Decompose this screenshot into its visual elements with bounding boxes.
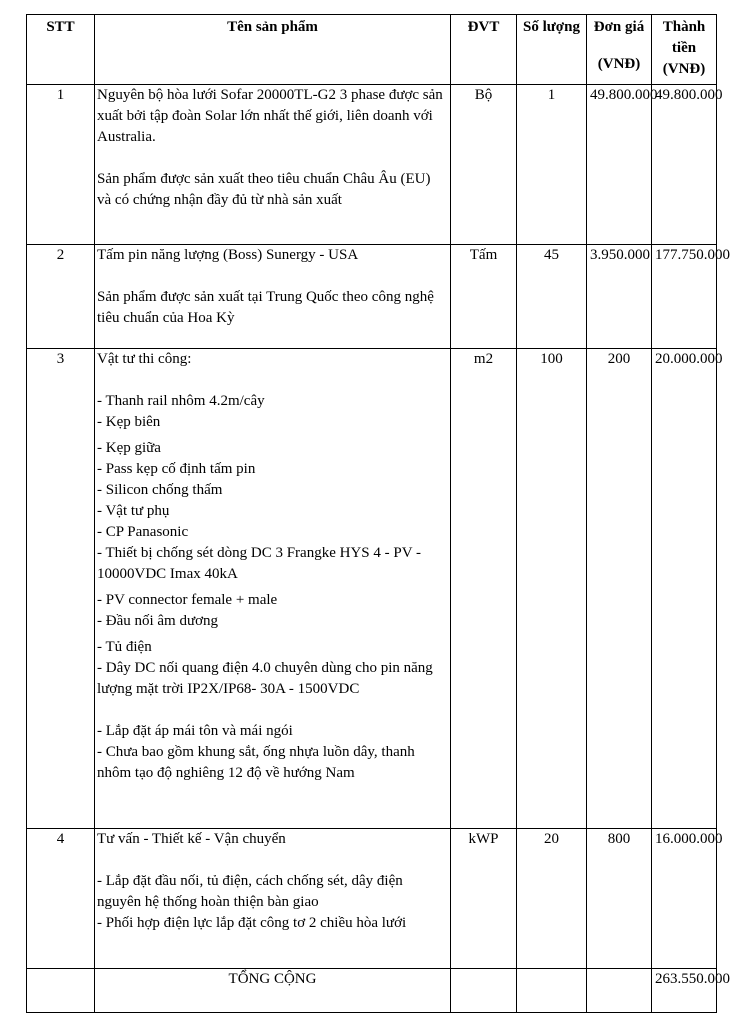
row-price: 49.800.000: [587, 85, 652, 245]
product-line: Sản phẩm được sản xuất tại Trung Quốc theo công nghệ tiêu chuẩn của Hoa Kỳ: [97, 289, 434, 326]
product-line: - Kẹp biên: [97, 414, 161, 430]
product-line: - Thiết bị chống sét dòng DC 3 Frangke HYS 4 - PV - 10000VDC Imax 40kA: [97, 545, 422, 582]
row-total: 16.000.000: [652, 829, 717, 969]
row-product: [95, 349, 451, 829]
row-stt: 1: [27, 85, 95, 245]
product-line: - Silicon chống thấm: [97, 482, 223, 498]
row-unit: Tấm: [451, 245, 517, 349]
product-line: - Phối hợp điện lực lắp đặt công tơ 2 chiều hòa lưới: [97, 915, 407, 931]
header-total-unit: (VNĐ): [662, 61, 706, 77]
product-line: Sản phẩm được sản xuất theo tiêu chuẩn Châu Âu (EU) và có chứng nhận đầy đủ từ nhà sản xuất: [97, 171, 431, 208]
quotation-table: [26, 14, 730, 1013]
product-line: Vật tư thi công:: [97, 351, 192, 367]
product-line: - Vật tư phụ: [97, 503, 170, 519]
header-stt: STT: [27, 15, 95, 85]
table-row: [27, 349, 717, 829]
summary-label: TỔNG CỘNG: [95, 969, 451, 1013]
header-price-label: Đơn giá: [593, 19, 645, 35]
row-price: 3.950.000: [587, 245, 652, 349]
row-stt: 2: [27, 245, 95, 349]
product-line: - Lắp đặt đầu nối, tủ điện, cách chống sét, dây điện nguyên hệ thống hoàn thiện bàn giao: [97, 873, 403, 910]
product-line: - Pass kẹp cố định tấm pin: [97, 461, 256, 477]
row-stt: 4: [27, 829, 95, 969]
header-row: [27, 15, 717, 85]
product-line: Nguyên bộ hòa lưới Sofar 20000TL-G2 3 phase được sản xuất bởi tập đoàn Solar lớn nhất thế giới, liên doanh với Australia.: [97, 87, 443, 145]
summary-total: 263.550.000: [652, 969, 717, 1013]
product-line: - Thanh rail nhôm 4.2m/cây: [97, 393, 265, 409]
row-qty: 45: [517, 245, 587, 349]
header-total-label: Thành tiền: [662, 19, 706, 56]
product-line: - Đầu nối âm dương: [97, 613, 219, 629]
row-total: 177.750.000: [652, 245, 717, 349]
row-product: [95, 829, 451, 969]
row-unit: Bộ: [451, 85, 517, 245]
row-qty: 1: [517, 85, 587, 245]
product-line: - Lắp đặt áp mái tôn và mái ngói: [97, 723, 293, 739]
table-row: [27, 829, 717, 969]
row-qty: 20: [517, 829, 587, 969]
header-price-unit: (VNĐ): [597, 56, 641, 72]
table-row: [27, 245, 717, 349]
product-line: - PV connector female + male: [97, 592, 278, 608]
row-qty: 100: [517, 349, 587, 829]
row-stt: 3: [27, 349, 95, 829]
header-unit: ĐVT: [451, 15, 517, 85]
row-total: 49.800.000: [652, 85, 717, 245]
header-total: [652, 15, 717, 85]
row-product: [95, 85, 451, 245]
product-line: - CP Panasonic: [97, 524, 189, 540]
header-price: [587, 15, 652, 85]
row-unit: kWP: [451, 829, 517, 969]
table-row: [27, 85, 717, 245]
product-line: Tư vấn - Thiết kế - Vận chuyển: [97, 831, 286, 847]
header-name: Tên sản phẩm: [95, 15, 451, 85]
product-line: Tấm pin năng lượng (Boss) Sunergy - USA: [97, 247, 359, 263]
row-price: 800: [587, 829, 652, 969]
header-qty: Số lượng: [517, 15, 587, 85]
product-line: - Chưa bao gồm khung sắt, ống nhựa luồn dây, thanh nhôm tạo độ nghiêng 12 độ về hướng Nam: [97, 744, 415, 781]
product-line: - Kẹp giữa: [97, 440, 161, 456]
row-total: 20.000.000: [652, 349, 717, 829]
row-product: [95, 245, 451, 349]
summary-row: [27, 969, 717, 1013]
product-line: - Tủ điện: [97, 639, 152, 655]
row-price: 200: [587, 349, 652, 829]
product-line: - Dây DC nối quang điện 4.0 chuyên dùng cho pin năng lượng mặt trời IP2X/IP68- 30A - 1500VDC: [97, 660, 433, 697]
row-unit: m2: [451, 349, 517, 829]
